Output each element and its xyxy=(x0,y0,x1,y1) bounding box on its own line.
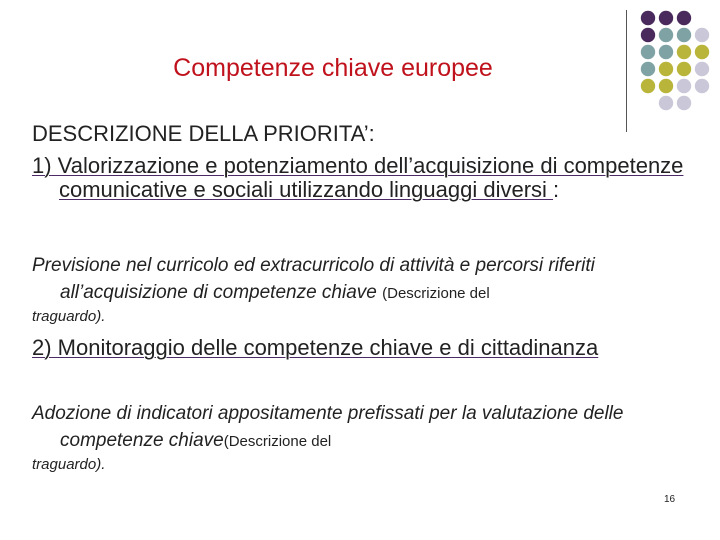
description-2-text: Adozione di indicatori appositamente prefissati per la valutazione delle competenze chiave xyxy=(32,403,624,451)
decorative-dot xyxy=(695,62,709,76)
decorative-dot xyxy=(677,11,691,25)
decorative-dot xyxy=(659,11,673,25)
description-1-paren: (Descrizione del xyxy=(382,285,490,302)
description-1-last: traguardo). xyxy=(32,308,106,325)
priority-heading: DESCRIZIONE DELLA PRIORITA’: xyxy=(32,121,375,146)
priority-item-1 xyxy=(32,154,709,201)
decorative-dot xyxy=(695,79,709,93)
priority-item-2 xyxy=(32,336,709,360)
item-2-text: Monitoraggio delle competenze chiave e di cittadinanza xyxy=(51,335,599,360)
decorative-dot xyxy=(677,28,691,42)
decorative-dot xyxy=(677,62,691,76)
decorative-dot xyxy=(641,28,655,42)
decorative-dot xyxy=(677,79,691,93)
decorative-dot xyxy=(641,11,655,25)
description-2-last: traguardo). xyxy=(32,456,106,473)
decorative-dot xyxy=(659,96,673,110)
description-1-text: Previsione nel curricolo ed extracurricolo di attività e percorsi riferiti all’acquisizione di competenze chiave xyxy=(32,255,595,303)
description-1 xyxy=(32,252,720,328)
item-1-suffix: : xyxy=(553,176,560,202)
decorative-dot xyxy=(695,28,709,42)
decorative-dot xyxy=(677,96,691,110)
decorative-dot xyxy=(677,45,691,59)
decorative-dot xyxy=(695,45,709,59)
page-number: 16 xyxy=(664,494,676,505)
item-1-text: Valorizzazione e potenziamento dell’acquisizione di competenze comunicative e sociali utilizzando linguaggi diversi xyxy=(51,153,684,202)
item-2-number: 2) xyxy=(32,335,52,360)
slide-title: Competenze chiave europee xyxy=(173,54,493,82)
description-2 xyxy=(32,400,720,476)
description-2-paren: (Descrizione del xyxy=(223,433,332,450)
decorative-dot xyxy=(659,28,673,42)
item-1-number: 1) xyxy=(32,153,52,178)
